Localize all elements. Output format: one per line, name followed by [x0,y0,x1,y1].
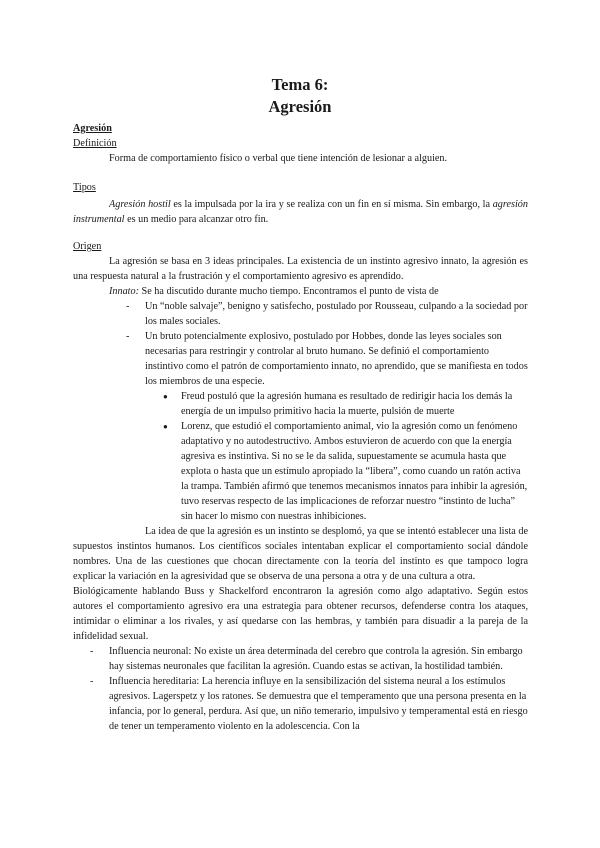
section-heading: Agresión [73,123,112,134]
types-section [73,180,528,227]
origin-heading: Origen [73,241,102,252]
definition-section [73,121,528,166]
dash-marker: - [90,646,94,657]
viewpoint-list [73,299,528,389]
dash-marker: - [126,301,130,312]
definition-heading: Definición [73,138,117,149]
instrumental-text: es un medio para alcanzar otro fin. [124,214,269,225]
list-item-text: Influencia neuronal: No existe un área determinada del cerebro que controla la agresión. Sin embargo hay sistemas neuronales que facilitan la agresión. Cuando estas se activan, la hostilidad también. [109,646,523,672]
list-item [73,299,528,329]
instrumental-label: agresión instrumental [73,199,528,225]
hostile-text: es la impulsada por la ira y se realiza con un fin en sí misma. Sin embargo, la [170,199,493,210]
list-item-text: Influencia hereditaria: La herencia influye en la sensibilización del sistema neural a los estímulos agresivos. Lagerspetz y los ratones. Se demuestra que el temperamento que una persona presenta en la infancia, por lo general, perdura. Así que, un niño temerario, impulsivo y temperamental está en riesgo de tener un temperamento violento en la adolescencia. Con la [109,676,528,732]
types-heading: Tipos [73,182,96,193]
page-subtitle: Agresión [268,97,332,116]
bullet-marker: ● [163,422,168,431]
origin-section [73,239,528,734]
biological-paragraph: Biológicamente hablando Buss y Shackelford encontraron la agresión como algo adaptativo. Según estos autores el comportamiento agresivo era una estrategia para obtener recursos, defenderse contra los ataques, intimidar o eliminar a los rivales, y así quedarse con las hembras, y también para disuadir a la pareja de la infidelidad sexual. [73,586,528,642]
list-item [73,644,528,674]
list-item-text: Un “noble salvaje”, benigno y satisfecho, postulado por Rousseau, culpando a la sociedad por los males sociales. [145,301,528,327]
origin-intro: La agresión se basa en 3 ideas principales. La existencia de un instinto agresivo innato, la agresión es una respuesta natural a la frustración y el comportamiento agresivo es aprendido. [73,256,528,282]
innate-paragraph [73,284,528,299]
definition-text: Forma de comportamiento físico o verbal que tiene intención de lesionar a alguien. [109,153,448,164]
list-item [73,329,528,389]
list-item [73,419,528,524]
hostile-label: Agresión hostil [109,199,171,210]
list-item [73,389,528,419]
list-item-text: Un bruto potencialmente explosivo, postulado por Hobbes, donde las leyes sociales son necesarias para restringir y controlar al bruto humano. Se definió el comportamiento instintivo como el patrón de comportamiento innato, no aprendido, que se manifiesta en todos los miembros de una especie. [145,331,528,387]
innate-label: Innato: [109,286,139,297]
bullet-marker: ● [163,392,168,401]
dash-marker: - [90,676,94,687]
instinct-paragraph: La idea de que la agresión es un instinto se desplomó, ya que se intentó establecer una lista de supuestos instintos humanos. Los científicos sociales intentaban explicar el comportamiento social dándole nombres. Una de las cuestiones que chocan directamente con la teoría del instinto es que tampoco logra explicar la variación en la agresividad que se observa de una persona a otra y de una cultura a otra. [73,526,528,582]
list-item-text: Lorenz, que estudió el comportamiento animal, vio la agresión como un fenómeno adaptativo y no autodestructivo. Ambos estuvieron de acuerdo con que la energía agresiva es instintiva. Si no se le da salida, supuestamente se acumula hasta que explota o hasta que un estímulo apropiado la “libera”, como cuando un ratón activa la trampa. También afirmó que tenemos mecanismos innatos para inhibir la agresión, tuvo reservas respecto de las implicaciones de reforzar nuestro “instinto de lucha” sin hacer lo mismo con nuestras inhibiciones. [181,421,528,522]
list-item-text: Freud postuló que la agresión humana es resultado de redirigir hacia los demás la energía de un impulso primitivo hacia la muerte, pulsión de muerte [181,391,513,417]
theorist-list [73,389,528,524]
list-item [73,674,528,734]
influence-list [73,644,528,734]
innate-text: Se ha discutido durante mucho tiempo. Encontramos el punto de vista de [139,286,439,297]
types-text [73,197,528,227]
dash-marker: - [126,331,130,342]
page-title: Tema 6: [271,75,329,94]
